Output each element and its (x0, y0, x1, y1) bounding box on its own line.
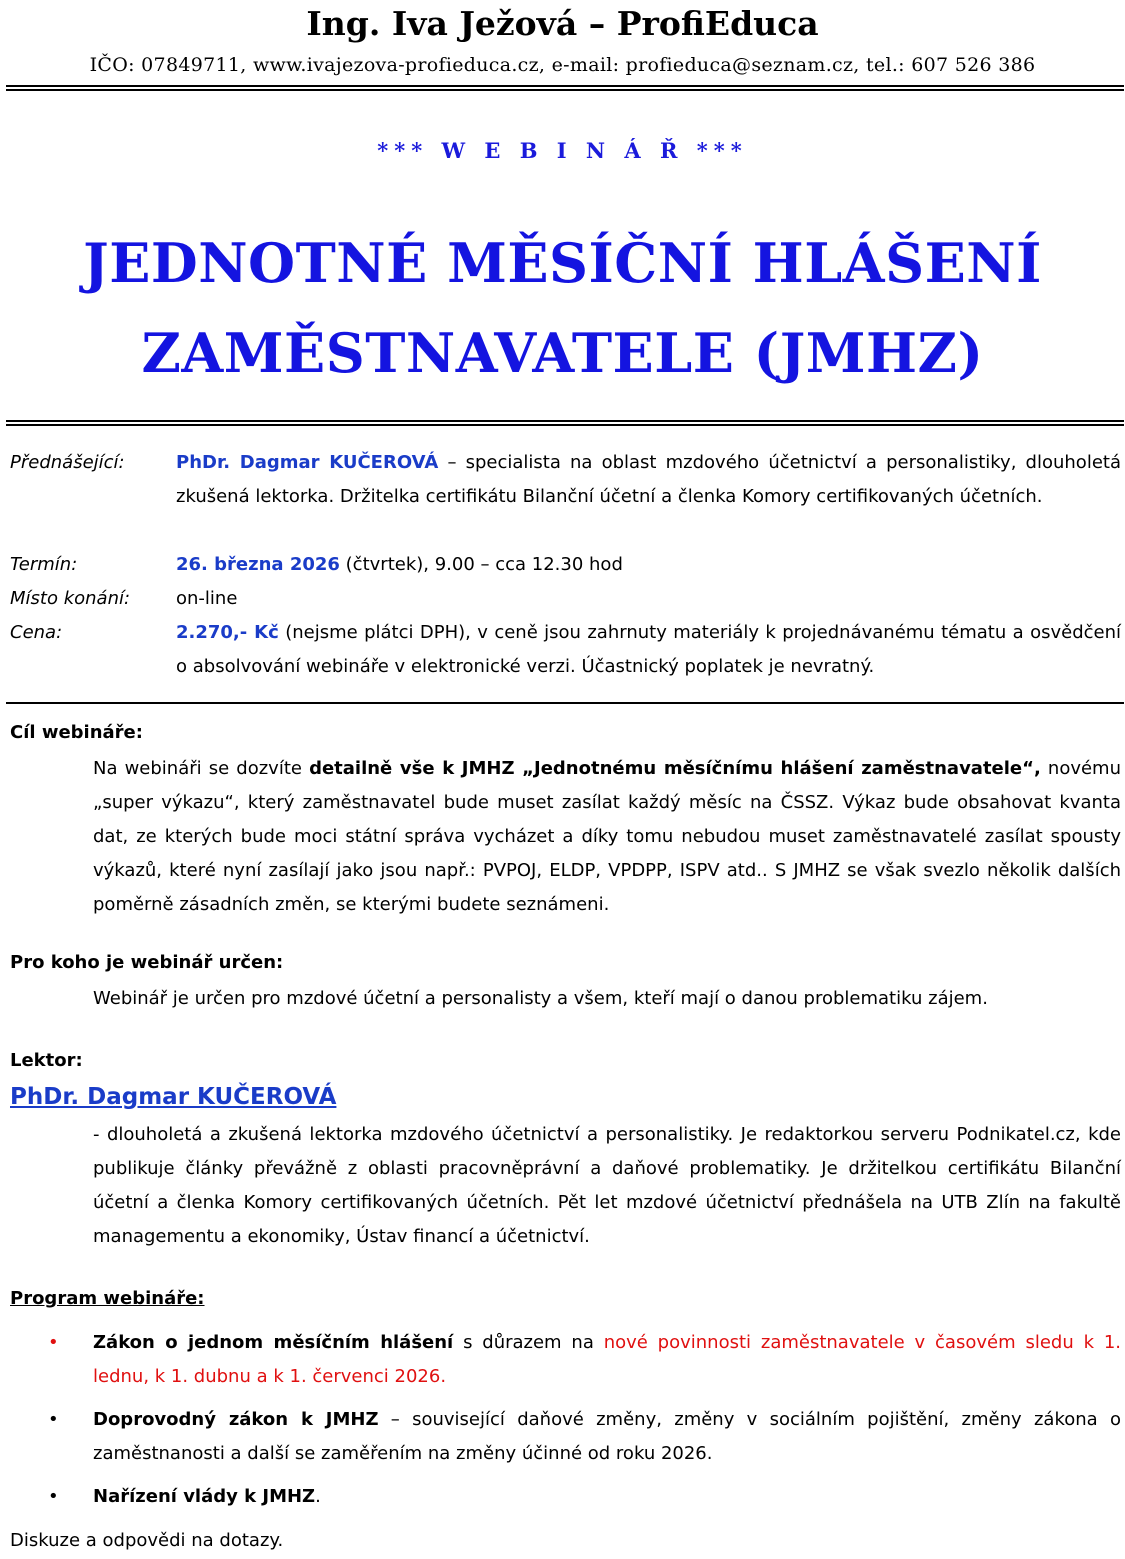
goal-text-start: Na webináři se dozvíte (93, 758, 310, 779)
program-item-1-red: nové povinnosti zaměstnavatele v časovém sledu k 1. lednu, k 1. dubnu a k 1. červenci 2026. (93, 1332, 1121, 1387)
program-item-1-mid: s důrazem na (453, 1332, 604, 1353)
header-rule-bottom (6, 89, 1124, 91)
info-place-label: Místo konání: (10, 588, 131, 609)
info-lecturer-name: PhDr. Dagmar KUČEROVÁ (176, 452, 439, 473)
info-date-label: Termín: (10, 554, 78, 575)
main-title (0, 218, 1125, 398)
bullet-icon: • (48, 1409, 59, 1430)
program-item-3-rest: . (315, 1486, 321, 1507)
program-item-1-text (93, 1326, 1121, 1394)
audience-heading: Pro koho je webinář určen: (10, 952, 284, 973)
bullet-icon: • (48, 1332, 59, 1353)
goal-text (93, 752, 1121, 922)
lector-name-link[interactable]: PhDr. Dagmar KUČEROVÁ (10, 1084, 337, 1110)
goal-heading: Cíl webináře: (10, 722, 143, 743)
audience-text: Webinář je určen pro mzdové účetní a personalisty a všem, kteří mají o danou problematiku zájem. (93, 988, 988, 1009)
info-price-rest: (nejsme plátci DPH), v ceně jsou zahrnuty materiály k projednávanému tématu a osvědčení o absolvování webináře v elektronické verzi. Účastnický poplatek je nevratný. (176, 622, 1121, 677)
info-place-value: on-line (176, 588, 238, 609)
webinar-tag: *** W E B I N Á Ř *** (377, 138, 748, 163)
program-heading: Program webináře: (10, 1288, 205, 1309)
organizer-name: Ing. Iva Ježová – ProfiEduca (306, 4, 819, 43)
info-date-main: 26. března 2026 (176, 554, 340, 575)
info-date-rest: (čtvrtek), 9.00 – cca 12.30 hod (339, 554, 623, 575)
info-date-value (176, 548, 1121, 582)
bullet-icon: • (48, 1486, 59, 1507)
program-item-1-bold: Zákon o jednom měsíčním hlášení (93, 1332, 454, 1353)
closing-note: Diskuze a odpovědi na dotazy. (10, 1530, 284, 1551)
program-item-2-text (93, 1403, 1121, 1471)
main-title-line-1: JEDNOTNÉ MĚSÍČNÍ HLÁŠENÍ (83, 231, 1042, 295)
title-rule-bottom (6, 424, 1124, 426)
lector-text: - dlouholetá a zkušená lektorka mzdového účetnictví a personalistiky. Je redaktorkou serveru Podnikatel.cz, kde publikuje články převážně z oblasti pracovněprávní a daňové problematiky. Je držitelkou certifikátu Bilanční účetní a členka Komory certifikovaných účetních. Pět let mzdové účetnictví přednášela na UTB Zlín na fakultě managementu a ekonomiky, Ústav financí a účetnictví. (93, 1124, 1121, 1247)
program-item-3-text (93, 1480, 1121, 1514)
info-rule (6, 702, 1124, 704)
organizer-contact: IČO: 07849711, www.ivajezova-profieduca.cz, e-mail: profieduca@seznam.cz, tel.: 607 526 386 (89, 54, 1036, 76)
header-rule-top (6, 85, 1124, 87)
info-lecturer-desc: – specialista na oblast mzdového účetnictví a personalistiky, dlouholetá zkušená lektorka. Držitelka certifikátu Bilanční účetní a členka Komory certifikovaných účetních. (176, 452, 1121, 507)
main-title-line-2: ZAMĚSTNAVATELE (JMHZ) (141, 321, 984, 385)
info-lecturer-label: Přednášející: (10, 452, 125, 473)
info-lecturer-value (176, 446, 1121, 514)
program-item-2-bold: Doprovodný zákon k JMHZ (93, 1409, 379, 1430)
program-item-3-bold: Nařízení vlády k JMHZ (93, 1486, 316, 1507)
program-item-2-rest: – související daňové změny, změny v sociálním pojištění, změny zákona o zaměstnanosti a další se zaměřením na změny účinné od roku 2026. (93, 1409, 1121, 1464)
goal-text-bold: detailně vše k JMHZ „Jednotnému měsíčnímu hlášení zaměstnavatele“, (309, 758, 1041, 779)
goal-text-rest: novému „super výkazu“, který zaměstnavatel bude muset zasílat každý měsíc na ČSSZ. Výkaz bude obsahovat kvanta dat, ze kterých bude moci státní správa vycházet a díky tomu nebudou muset zaměstnavatelé zasílat spousty výkazů, které nyní zasílají jako jsou např.: PVPOJ, ELDP, VPDPP, ISPV atd.. S JMHZ se však svezlo několik dalších poměrně zásadních změn, se kterými budete seznámeni. (93, 758, 1121, 915)
info-price-value (176, 616, 1121, 684)
title-rule-top (6, 420, 1124, 422)
info-price-label: Cena: (10, 622, 63, 643)
lector-heading: Lektor: (10, 1050, 83, 1071)
info-price-amount: 2.270,- Kč (176, 622, 279, 643)
